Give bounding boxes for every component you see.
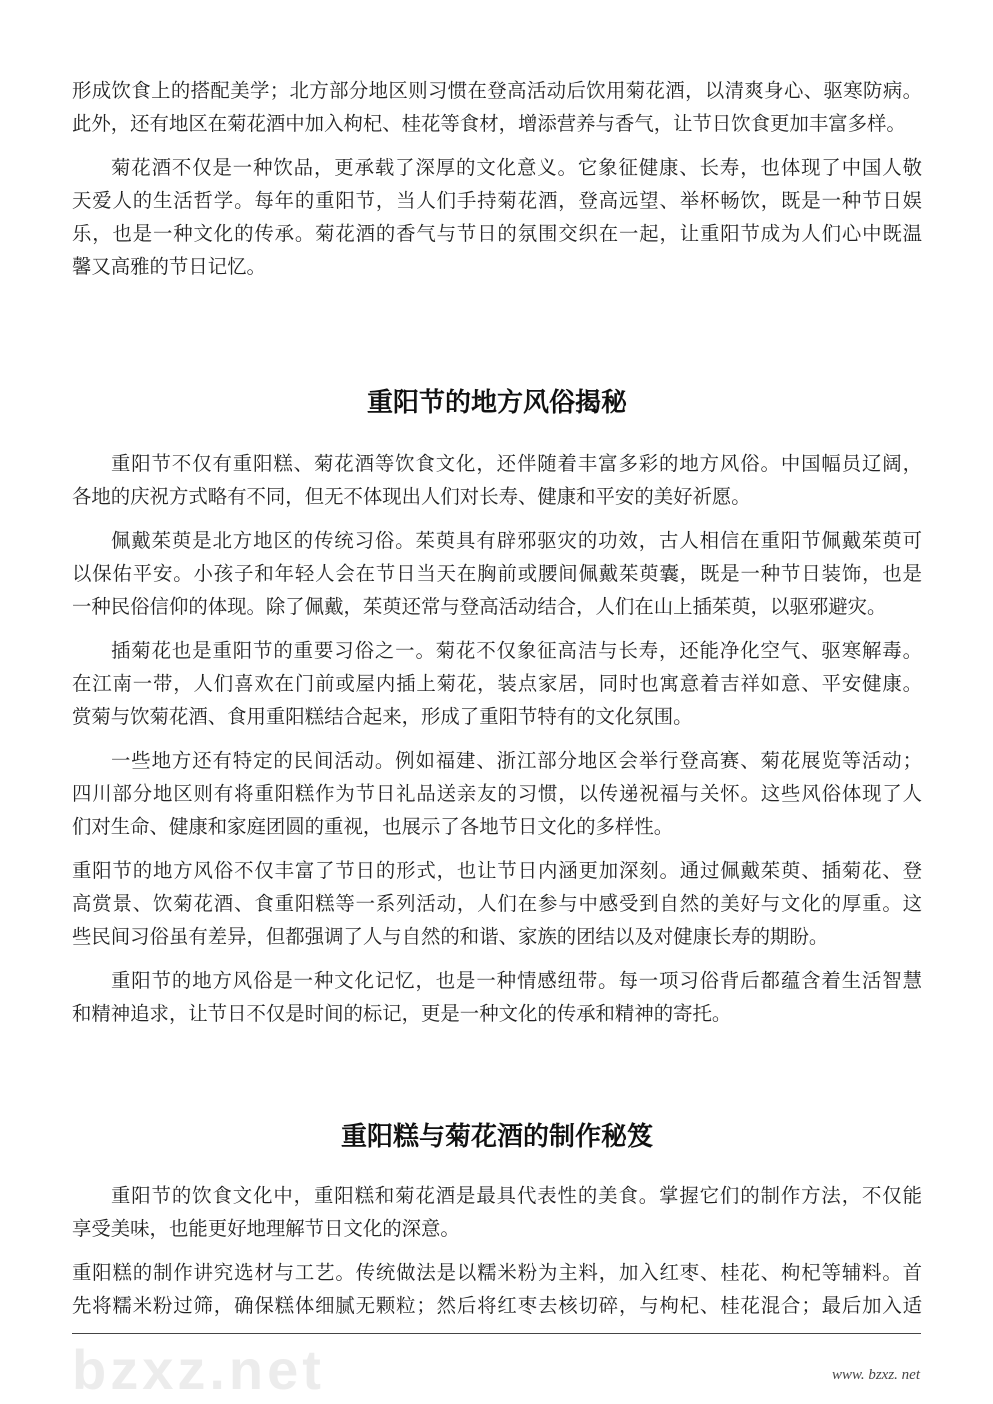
text-line: 重阳糕的制作讲究选材与工艺。传统做法是以糯米粉为主料，加入红枣、桂花、枸杞等辅料。首 [72, 1261, 922, 1284]
text-line: 天爱人的生活哲学。每年的重阳节，当人们手持菊花酒，登高远望、举杯畅饮，既是一种节日娱 [72, 189, 922, 212]
section-body [72, 74, 922, 294]
paragraph [72, 74, 922, 140]
paragraph [72, 634, 922, 733]
text-line: 重阳节不仅有重阳糕、菊花酒等饮食文化，还伴随着丰富多彩的地方风俗。中国幅员辽阔， [111, 452, 922, 475]
text-line: 享受美味，也能更好地理解节日文化的深意。 [72, 1217, 460, 1240]
text-line: 馨又高雅的节日记忆。 [72, 255, 266, 278]
text-line: 些民间习俗虽有差异，但都强调了人与自然的和谐、家族的团结以及对健康长寿的期盼。 [72, 925, 829, 948]
text-line: 在江南一带，人们喜欢在门前或屋内插上菊花，装点家居，同时也寓意着吉祥如意、平安健康。 [72, 672, 922, 695]
paragraph [72, 744, 922, 843]
paragraph [72, 524, 922, 623]
paragraph [72, 1256, 922, 1322]
text-line: 菊花酒不仅是一种饮品，更承载了深厚的文化意义。它象征健康、长寿，也体现了中国人敬 [111, 156, 922, 179]
text-line: 佩戴茱萸是北方地区的传统习俗。茱萸具有辟邪驱灾的功效，古人相信在重阳节佩戴茱萸可 [111, 529, 922, 552]
text-line: 们对生命、健康和家庭团圆的重视，也展示了各地节日文化的多样性。 [72, 815, 674, 838]
section-heading: 重阳糕与菊花酒的制作秘笈 [340, 1122, 653, 1152]
watermark: bzxz.net [72, 1338, 325, 1401]
paragraph [72, 447, 922, 513]
paragraph [72, 964, 922, 1030]
paragraph [72, 1179, 922, 1245]
text-line: 四川部分地区则有将重阳糕作为节日礼品送亲友的习惯，以传递祝福与关怀。这些风俗体现了人 [72, 782, 922, 805]
text-line: 赏菊与饮菊花酒、食用重阳糕结合起来，形成了重阳节特有的文化氛围。 [72, 705, 693, 728]
footer-rule [72, 1333, 921, 1334]
section-heading: 重阳节的地方风俗揭秘 [366, 388, 627, 418]
footer-url: www. bzxz. net [831, 1367, 920, 1383]
paragraph [72, 151, 922, 283]
section-body [72, 1179, 922, 1333]
text-line: 各地的庆祝方式略有不同，但无不体现出人们对长寿、健康和平安的美好祈愿。 [72, 485, 751, 508]
text-line: 高赏景、饮菊花酒、食重阳糕等一系列活动，人们在参与中感受到自然的美好与文化的厚重。这 [72, 892, 922, 915]
text-line: 插菊花也是重阳节的重要习俗之一。菊花不仅象征高洁与长寿，还能净化空气、驱寒解毒。 [111, 639, 922, 662]
text-line: 此外，还有地区在菊花酒中加入枸杞、桂花等食材，增添营养与香气，让节日饮食更加丰富多样。 [72, 112, 906, 135]
text-line: 乐，也是一种文化的传承。菊花酒的香气与节日的氛围交织在一起，让重阳节成为人们心中既温 [72, 222, 922, 245]
text-line: 重阳节的地方风俗不仅丰富了节日的形式，也让节日内涵更加深刻。通过佩戴茱萸、插菊花、登 [72, 859, 922, 882]
text-line: 一些地方还有特定的民间活动。例如福建、浙江部分地区会举行登高赛、菊花展览等活动； [111, 749, 922, 772]
text-line: 一种民俗信仰的体现。除了佩戴，茱萸还常与登高活动结合，人们在山上插茱萸，以驱邪避灾。 [72, 595, 887, 618]
text-line: 重阳节的饮食文化中，重阳糕和菊花酒是最具代表性的美食。掌握它们的制作方法，不仅能 [111, 1184, 922, 1207]
text-line: 以保佑平安。小孩子和年轻人会在节日当天在胸前或腰间佩戴茱萸囊，既是一种节日装饰，也是 [72, 562, 922, 585]
section-body [72, 447, 922, 1041]
text-line: 形成饮食上的搭配美学；北方部分地区则习惯在登高活动后饮用菊花酒，以清爽身心、驱寒防病。 [72, 79, 922, 102]
text-line: 和精神追求，让节日不仅是时间的标记，更是一种文化的传承和精神的寄托。 [72, 1002, 732, 1025]
document-body [72, 0, 922, 1330]
text-line: 先将糯米粉过筛，确保糕体细腻无颗粒；然后将红枣去核切碎，与枸杞、桂花混合；最后加入适 [72, 1294, 922, 1317]
paragraph [72, 854, 922, 953]
text-line: 重阳节的地方风俗是一种文化记忆，也是一种情感纽带。每一项习俗背后都蕴含着生活智慧 [111, 969, 922, 992]
